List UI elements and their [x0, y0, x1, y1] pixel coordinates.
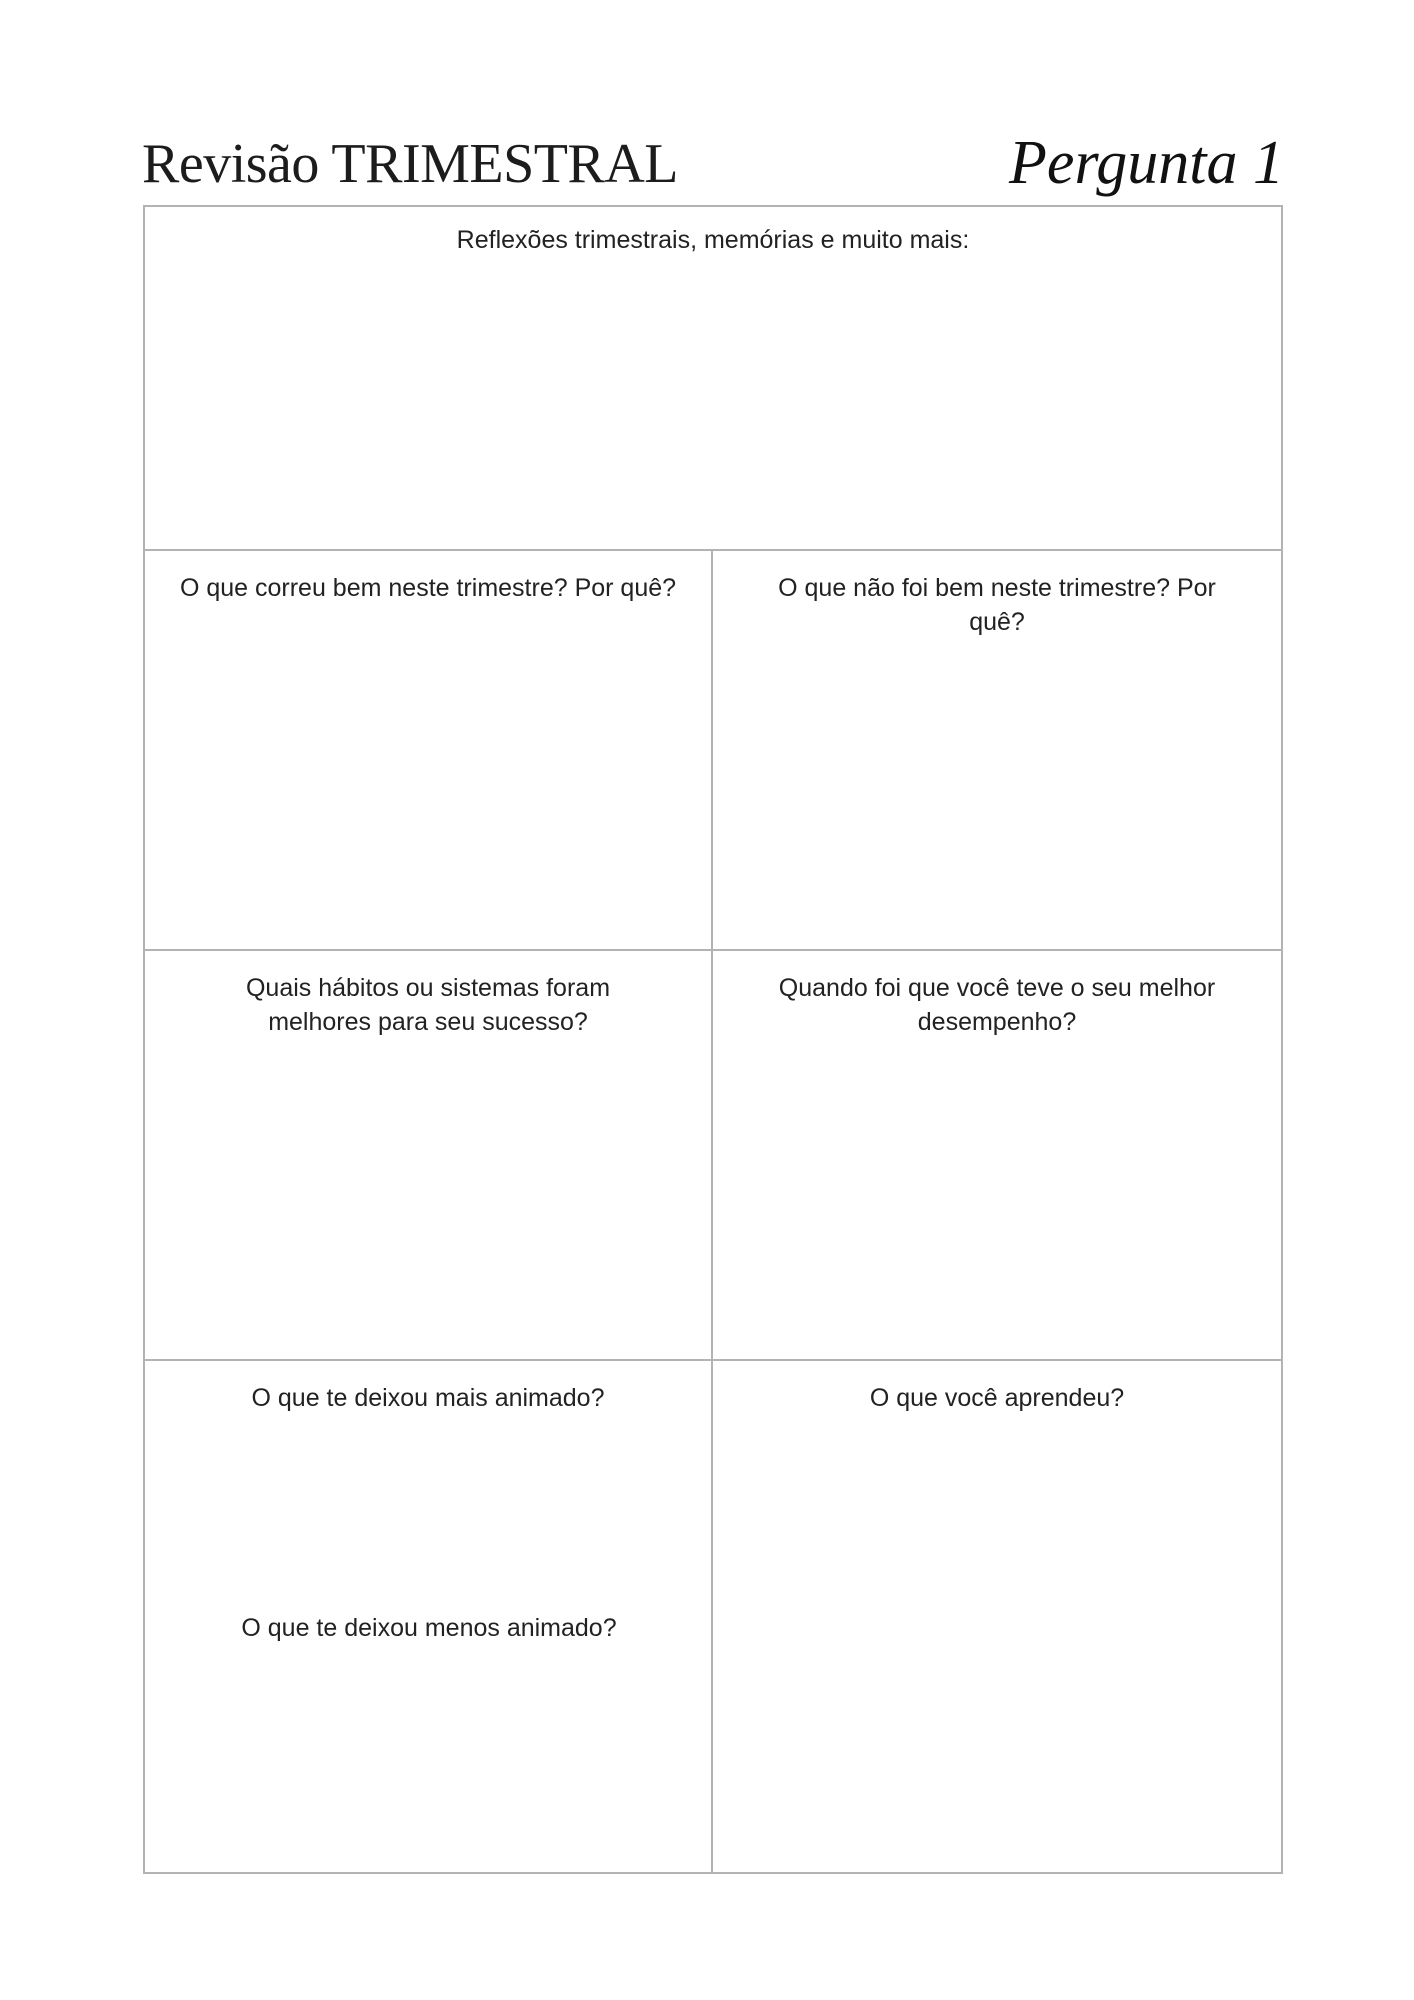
learned-box[interactable] — [713, 1361, 1281, 1872]
best-performance-prompt: Quando foi que você teve o seu melhor desempenho? — [778, 974, 1216, 1036]
best-performance-box[interactable] — [713, 951, 1281, 1361]
habits-box[interactable] — [145, 951, 713, 1361]
page-title: Revisão TRIMESTRAL — [142, 133, 678, 195]
reflections-box[interactable] — [145, 207, 1281, 551]
went-badly-prompt: O que não foi bem neste trimestre? Por quê? — [778, 574, 1216, 636]
excitement-box[interactable] — [145, 1361, 713, 1872]
went-well-prompt: O que correu bem neste trimestre? Por quê? — [179, 574, 677, 602]
reflections-prompt: Reflexões trimestrais, memórias e muito mais: — [456, 226, 970, 254]
went-badly-box[interactable] — [713, 551, 1281, 951]
most-excited-prompt: O que te deixou mais animado? — [251, 1384, 605, 1412]
question-number-tag: Pergunta 1 — [1009, 129, 1284, 197]
least-excited-prompt: O que te deixou menos animado? — [241, 1614, 617, 1642]
worksheet-grid — [143, 205, 1283, 1874]
habits-prompt: Quais hábitos ou sistemas foram melhores para seu sucesso? — [245, 974, 611, 1036]
went-well-box[interactable] — [145, 551, 713, 951]
learned-prompt: O que você aprendeu? — [869, 1384, 1125, 1412]
